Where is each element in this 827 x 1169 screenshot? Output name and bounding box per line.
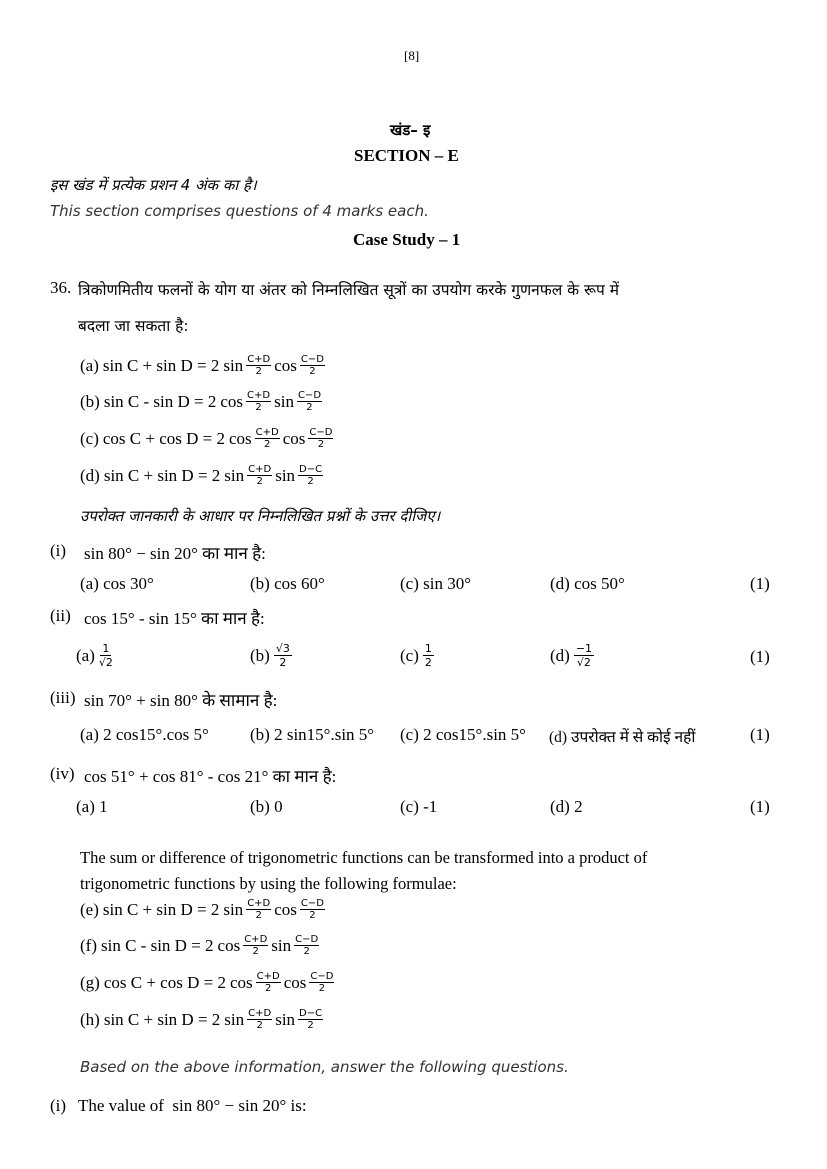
formula-lhs: sin C + sin D = 2 xyxy=(103,465,221,485)
fraction: $\frac{C-D}{2}$ xyxy=(300,354,324,377)
fraction: $\frac{D-C}{2}$ xyxy=(299,464,323,487)
fraction: $\frac{1}{√2}$ xyxy=(98,642,113,669)
formula-label: (e) xyxy=(80,899,99,919)
formula-fn2: cos xyxy=(283,972,307,992)
fraction: $\frac{C+D}{2}$ xyxy=(256,971,280,994)
section-title: SECTION – E xyxy=(354,146,459,165)
formula-lhs: sin C + sin D = 2 xyxy=(102,899,220,919)
formula-fn1: cos xyxy=(229,972,253,992)
option-c: (c) 2 cos15°.sin 5° xyxy=(400,725,526,744)
question-iv-text: cos 51° + cos 81° - cos 21° का मान है: xyxy=(84,767,337,786)
english-instruction: Based on the above information, answer the following questions. xyxy=(80,1058,569,1076)
option-d: (d) $\frac{-1}{√2}$ xyxy=(550,642,593,669)
question-iii-number: (iii) xyxy=(50,688,76,707)
hindi-instruction: उपरोक्त जानकारी के आधार पर निम्नलिखित प्रश्नों के उत्तर दीजिए। xyxy=(80,507,441,525)
marks: (1) xyxy=(750,574,770,593)
fraction: $\frac{C+D}{2}$ xyxy=(248,464,272,487)
formula-a xyxy=(80,354,328,377)
fraction: $\frac{-1}{√2}$ xyxy=(575,642,593,669)
page-number: [8] xyxy=(404,48,420,63)
formula-h xyxy=(80,1008,326,1031)
option-d: (d) 2 xyxy=(550,797,583,816)
formula-f xyxy=(80,934,322,957)
fraction: $\frac{C-D}{2}$ xyxy=(309,427,333,450)
fraction: $\frac{C-D}{2}$ xyxy=(300,898,324,921)
formula-fn2: sin xyxy=(274,391,294,411)
marks: (1) xyxy=(750,797,770,816)
option-d: (d) उपरोक्त में से कोई नहीं xyxy=(549,729,696,746)
formula-fn1: sin xyxy=(223,899,244,919)
fraction: $\frac{1}{2}$ xyxy=(424,642,432,669)
english-intro-line1: The sum or difference of trigonometric functions can be transformed into a product of xyxy=(80,848,648,867)
fraction: $\frac{C-D}{2}$ xyxy=(310,971,334,994)
fraction: $\frac{√3}{2}$ xyxy=(275,642,290,669)
fraction: $\frac{C+D}{2}$ xyxy=(248,1008,272,1031)
formula-label: (a) xyxy=(80,355,99,375)
option-b: (b) cos 60° xyxy=(250,574,325,593)
question-number: 36. xyxy=(50,278,72,297)
formula-e xyxy=(80,898,328,921)
english-intro-line2: trigonometric functions by using the following formulae: xyxy=(80,874,457,893)
option-d: (d) cos 50° xyxy=(550,574,625,593)
question-ii-number: (ii) xyxy=(50,606,71,625)
fraction: $\frac{D-C}{2}$ xyxy=(299,1008,323,1031)
option-a: (a) 1 xyxy=(76,797,108,816)
formula-g xyxy=(80,971,337,994)
section-hindi-note: इस खंड में प्रत्येक प्रशन 4 अंक का है। xyxy=(50,176,257,194)
option-c: (c) sin 30° xyxy=(400,574,472,593)
formula-fn1: cos xyxy=(220,391,244,411)
formula-fn2: cos xyxy=(274,355,297,375)
formula-fn1: sin xyxy=(224,1009,245,1029)
english-question-i-text: The value of sin 80° − sin 20° is: xyxy=(78,1096,307,1115)
fraction: $\frac{C+D}{2}$ xyxy=(247,390,271,413)
fraction: $\frac{C-D}{2}$ xyxy=(295,934,319,957)
formula-b xyxy=(80,390,325,413)
formula-d xyxy=(80,464,326,487)
question-iii-text: sin 70° + sin 80° के सामान है: xyxy=(84,691,278,710)
question-iv-number: (iv) xyxy=(50,764,75,783)
option-b: (b) 0 xyxy=(250,797,283,816)
fraction: $\frac{C+D}{2}$ xyxy=(244,934,268,957)
formula-c xyxy=(80,427,336,450)
formula-label: (g) xyxy=(80,972,100,992)
formula-fn2: cos xyxy=(282,428,306,448)
fraction: $\frac{C+D}{2}$ xyxy=(247,898,271,921)
hindi-intro-line1: त्रिकोणमितीय फलनों के योग या अंतर को निम्नलिखित सूत्रों का उपयोग करके गुणनफल के रूप में xyxy=(78,281,620,299)
option-b: (b) $\frac{√3}{2}$ xyxy=(250,642,290,669)
marks: (1) xyxy=(750,725,770,744)
formula-fn2: cos xyxy=(274,899,297,919)
english-question-i-number: (i) xyxy=(50,1096,67,1115)
formula-fn2: sin xyxy=(275,1009,296,1029)
section-hindi-title: खंड– इ xyxy=(390,121,431,139)
formula-lhs: sin C + sin D = 2 xyxy=(103,1009,221,1029)
hindi-intro-line2: बदला जा सकता है: xyxy=(78,317,189,335)
formula-lhs: cos C + cos D = 2 xyxy=(103,972,226,992)
question-i-text: sin 80° − sin 20° का मान है: xyxy=(84,544,266,563)
formula-fn1: cos xyxy=(217,935,241,955)
formula-label: (h) xyxy=(80,1009,100,1029)
formula-lhs: sin C - sin D = 2 xyxy=(100,935,214,955)
section-note: This section comprises questions of 4 marks each. xyxy=(50,202,429,220)
formula-fn2: sin xyxy=(275,465,296,485)
formula-lhs: sin C - sin D = 2 xyxy=(103,391,217,411)
formula-label: (b) xyxy=(80,391,100,411)
fraction: $\frac{C-D}{2}$ xyxy=(297,390,322,413)
formula-fn1: sin xyxy=(223,355,244,375)
formula-label: (f) xyxy=(80,935,97,955)
option-a: (a) $\frac{1}{√2}$ xyxy=(76,642,113,669)
option-c: (c) $\frac{1}{2}$ xyxy=(400,642,432,669)
formula-fn1: cos xyxy=(229,428,252,448)
formula-fn1: sin xyxy=(224,465,245,485)
question-ii-text: cos 15° - sin 15° का मान है: xyxy=(84,609,265,628)
formula-lhs: sin C + sin D = 2 xyxy=(102,355,220,375)
marks: (1) xyxy=(750,647,770,666)
option-a: (a) 2 cos15°.cos 5° xyxy=(80,725,209,744)
formula-fn2: sin xyxy=(271,935,292,955)
fraction: $\frac{C+D}{2}$ xyxy=(255,427,279,450)
question-i-number: (i) xyxy=(50,541,67,560)
formula-lhs: cos C + cos D = 2 xyxy=(102,428,225,448)
option-a: (a) cos 30° xyxy=(80,574,154,593)
formula-label: (c) xyxy=(80,428,99,448)
case-study-title: Case Study – 1 xyxy=(353,230,461,249)
option-c: (c) -1 xyxy=(400,797,438,816)
formula-label: (d) xyxy=(80,465,100,485)
option-b: (b) 2 sin15°.sin 5° xyxy=(250,725,375,744)
fraction: $\frac{C+D}{2}$ xyxy=(247,354,271,377)
